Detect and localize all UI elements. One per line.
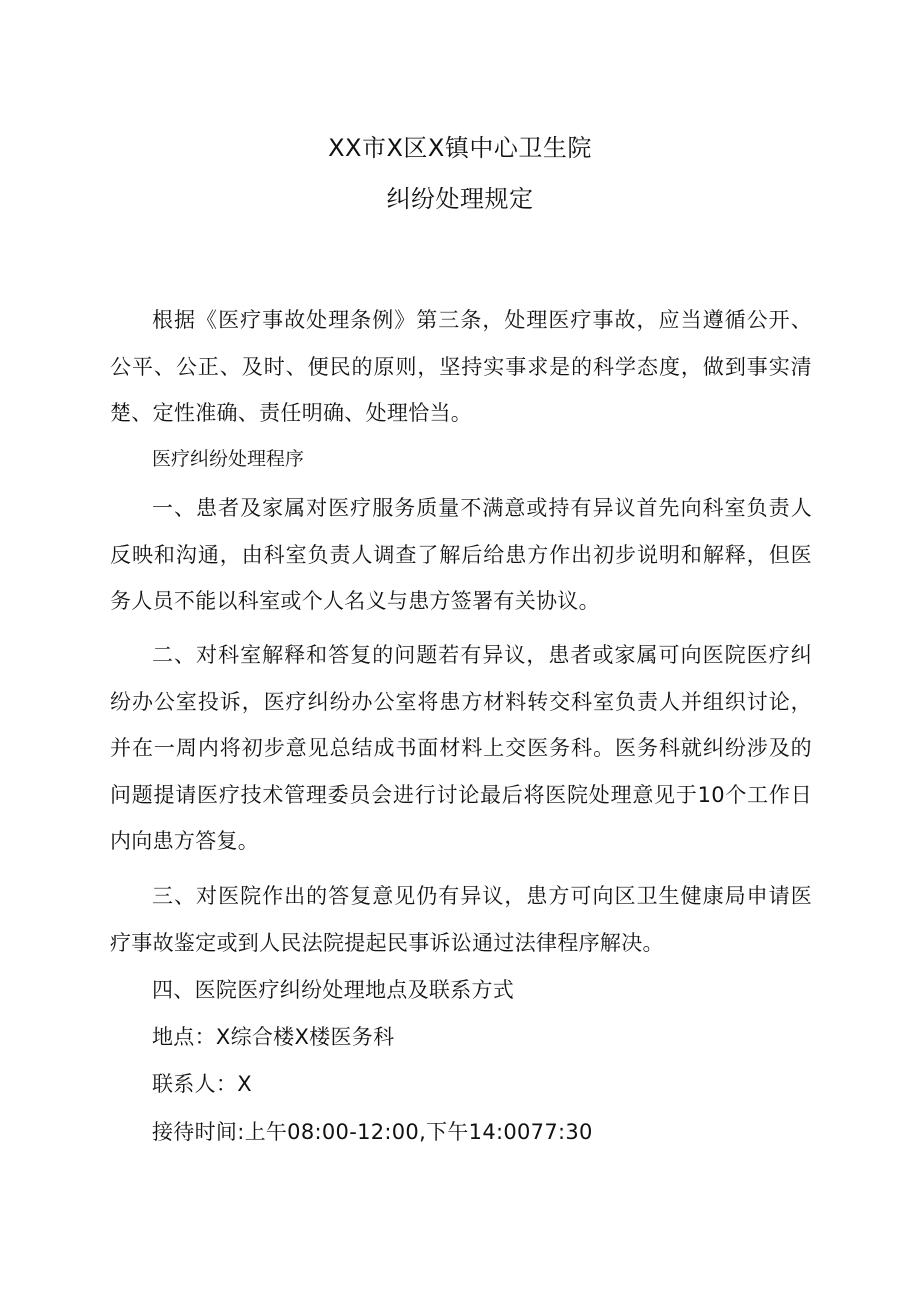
procedure-item-1: 一、患者及家属对医疗服务质量不满意或持有异议首先向科室负责人反映和沟通，由科室负责人调查了解后给患方作出初步说明和解释，但医务人员不能以科室或个人名义与患方签署有关协议。: [110, 496, 812, 613]
procedure-item-4: 四、医院医疗纠纷处理地点及联系方式: [152, 978, 515, 1002]
document-title-line-1: XX市X区X镇中心卫生院: [328, 134, 592, 162]
reception-hours-line: 接待时间:上午08:00-12:00,下午14:0077:30: [152, 1120, 593, 1144]
intro-paragraph: 根据《医疗事故处理条例》第三条，处理医疗事故，应当遵循公开、公平、公正、及时、便民的原则，坚持实事求是的科学态度，做到事实清楚、定性准确、责任明确、处理恰当。: [110, 308, 812, 425]
location-line: 地点：X综合楼X楼医务科: [152, 1025, 395, 1049]
contact-line: 联系人：X: [152, 1072, 252, 1096]
procedure-item-2: 二、对科室解释和答复的问题若有异议，患者或家属可向医院医疗纠纷办公室投诉，医疗纠纷办公室将患方材料转交科室负责人并组织讨论，并在一周内将初步意见总结成书面材料上交医务科。医务科就纠纷涉及的问题提请医疗技术管理委员会进行讨论最后将医院处理意见于10个工作日内向患方答复。: [110, 643, 812, 853]
document-title-line-2: 纠纷处理规定: [386, 185, 534, 213]
section-heading: 医疗纠纷处理程序: [152, 448, 305, 470]
procedure-item-3: 三、对医院作出的答复意见仍有异议，患方可向区卫生健康局申请医疗事故鉴定或到人民法院提起民事诉讼通过法律程序解决。: [110, 884, 812, 955]
